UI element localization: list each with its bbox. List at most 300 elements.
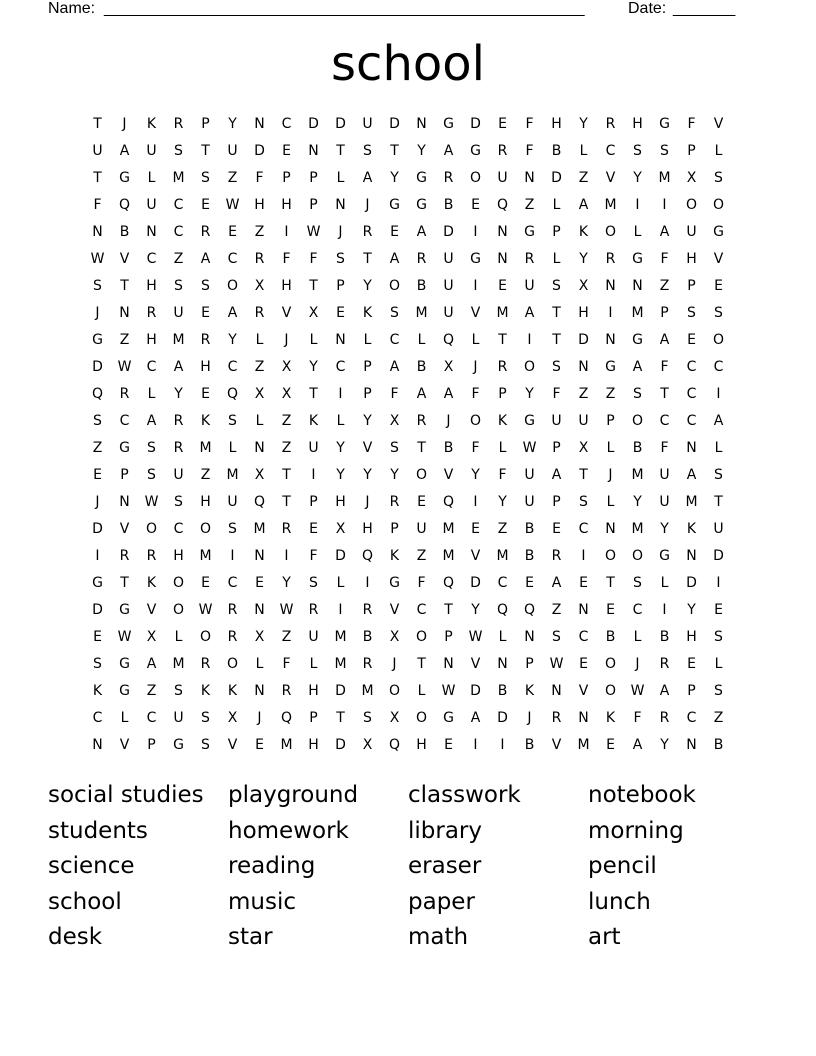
grid-cell: S (174, 278, 183, 294)
grid-cell: H (200, 359, 211, 375)
grid-cell: G (443, 116, 454, 132)
grid-cell: A (551, 467, 562, 483)
grid-cell: N (119, 494, 130, 510)
grid-cell: D (551, 170, 562, 186)
grid-cell: Y (228, 116, 237, 132)
grid-cell: S (363, 710, 372, 726)
grid-cell: S (336, 251, 345, 267)
grid-cell: Y (471, 467, 480, 483)
grid-cell: Y (525, 386, 534, 402)
grid-cell: S (390, 440, 399, 456)
grid-cell: X (443, 359, 454, 375)
grid-cell: S (714, 683, 723, 699)
grid-cell: O (631, 548, 644, 564)
grid-cell: P (390, 521, 399, 537)
grid-cell: I (338, 386, 343, 402)
grid-cell: V (362, 440, 373, 456)
grid-cell: D (713, 548, 724, 564)
grid-cell: N (605, 278, 616, 294)
grid-cell: N (578, 602, 589, 618)
grid-cell: E (471, 197, 480, 213)
grid-cell: Q (442, 494, 455, 510)
grid-cell: R (524, 251, 535, 267)
grid-cell: J (95, 305, 100, 321)
grid-cell: U (659, 494, 670, 510)
grid-cell: Q (496, 197, 509, 213)
grid-cell: J (608, 467, 613, 483)
grid-cell: T (390, 143, 399, 159)
grid-cell: K (605, 710, 616, 726)
grid-cell: F (660, 440, 669, 456)
grid-cell: R (281, 521, 292, 537)
grid-cell: M (442, 521, 455, 537)
grid-cell: Q (496, 602, 509, 618)
grid-cell: O (604, 224, 617, 240)
grid-cell: O (199, 629, 212, 645)
grid-cell: G (416, 197, 427, 213)
grid-cell: R (173, 116, 184, 132)
grid-cell: D (92, 521, 103, 537)
grid-cell: F (390, 386, 399, 402)
grid-cell: Y (309, 359, 318, 375)
grid-cell: R (659, 710, 670, 726)
grid-cell: L (498, 440, 507, 456)
grid-cell: J (392, 656, 397, 672)
grid-cell: R (659, 656, 670, 672)
grid-cell: R (416, 251, 427, 267)
grid-cell: M (415, 305, 428, 321)
grid-cell: M (631, 305, 644, 321)
grid-cell: L (606, 494, 615, 510)
grid-cell: V (227, 737, 238, 753)
grid-cell: S (201, 737, 210, 753)
grid-cell: T (363, 251, 372, 267)
grid-cell: H (146, 278, 157, 294)
grid-cell: W (117, 359, 132, 375)
grid-cell: Y (471, 602, 480, 618)
grid-cell: O (199, 521, 212, 537)
grid-cell: W (306, 224, 321, 240)
grid-cell: Q (226, 386, 239, 402)
grid-cell: J (257, 710, 262, 726)
grid-cell: F (633, 710, 642, 726)
grid-cell: E (336, 305, 345, 321)
grid-cell: M (631, 467, 644, 483)
grid-cell: P (363, 359, 372, 375)
grid-cell: N (524, 170, 535, 186)
grid-cell: I (716, 386, 721, 402)
grid-cell: Z (254, 359, 265, 375)
grid-cell: V (713, 251, 724, 267)
word-list-item: library (408, 817, 482, 844)
header (48, 0, 768, 18)
grid-cell: A (119, 143, 130, 159)
grid-cell: C (416, 602, 427, 618)
grid-cell: W (549, 656, 564, 672)
grid-cell: S (714, 170, 723, 186)
grid-cell: S (201, 710, 210, 726)
grid-cell: M (631, 521, 644, 537)
grid-cell: I (473, 224, 478, 240)
grid-cell: M (442, 548, 455, 564)
grid-cell: W (144, 494, 159, 510)
grid-cell: N (605, 521, 616, 537)
grid-cell: N (497, 224, 508, 240)
grid-cell: A (713, 413, 724, 429)
grid-cell: P (552, 224, 561, 240)
grid-cell: O (415, 629, 428, 645)
grid-cell: C (281, 116, 292, 132)
grid-cell: X (254, 386, 265, 402)
grid-cell: R (389, 494, 400, 510)
grid-cell: N (686, 548, 697, 564)
grid-cell: M (172, 656, 185, 672)
grid-cell: H (173, 548, 184, 564)
grid-cell: C (173, 521, 184, 537)
grid-cell: R (605, 116, 616, 132)
grid-cell: Y (633, 170, 642, 186)
grid-cell: H (632, 116, 643, 132)
grid-cell: J (338, 224, 343, 240)
grid-cell: N (578, 710, 589, 726)
word-list-item: lunch (588, 888, 651, 915)
grid-cell: U (659, 467, 670, 483)
grid-cell: R (146, 305, 157, 321)
word-list-item: eraser (408, 853, 482, 879)
grid-cell: U (578, 413, 589, 429)
grid-cell: F (660, 251, 669, 267)
grid-cell: J (122, 116, 127, 132)
grid-cell: K (227, 683, 238, 699)
grid-cell: E (282, 143, 291, 159)
grid-cell: H (416, 737, 427, 753)
grid-cell: E (93, 467, 102, 483)
grid-cell: I (473, 737, 478, 753)
grid-cell: L (714, 440, 723, 456)
grid-cell: Y (336, 440, 345, 456)
grid-cell: O (415, 710, 428, 726)
grid-cell: O (631, 413, 644, 429)
grid-cell: Q (361, 548, 374, 564)
grid-cell: F (93, 197, 102, 213)
grid-cell: W (117, 629, 132, 645)
grid-cell: G (713, 224, 724, 240)
grid-cell: C (686, 413, 697, 429)
grid-cell: Z (416, 548, 427, 564)
grid-cell: E (714, 602, 723, 618)
grid-cell: O (685, 197, 698, 213)
grid-cell: M (658, 170, 671, 186)
grid-cell: L (255, 413, 264, 429)
grid-cell: P (120, 467, 129, 483)
grid-cell: Q (118, 197, 131, 213)
grid-cell: M (199, 548, 212, 564)
grid-cell: U (524, 278, 535, 294)
grid-cell: I (581, 548, 586, 564)
grid-cell: A (389, 251, 400, 267)
grid-cell: A (443, 386, 454, 402)
grid-cell: P (687, 278, 696, 294)
grid-cell: N (686, 737, 697, 753)
grid-cell: I (338, 602, 343, 618)
grid-cell: G (632, 332, 643, 348)
grid-cell: T (309, 386, 318, 402)
grid-cell: L (255, 656, 264, 672)
grid-cell: U (173, 710, 184, 726)
grid-cell: C (173, 197, 184, 213)
grid-cell: R (173, 413, 184, 429)
grid-cell: J (473, 359, 478, 375)
grid-cell: N (578, 359, 589, 375)
grid-cell: E (93, 629, 102, 645)
grid-cell: S (552, 359, 561, 375)
grid-cell: Y (363, 413, 372, 429)
grid-cell: K (389, 548, 400, 564)
grid-cell: N (497, 656, 508, 672)
grid-cell: O (145, 521, 158, 537)
grid-cell: F (417, 575, 426, 591)
grid-cell: B (119, 224, 130, 240)
grid-cell: G (659, 116, 670, 132)
grid-cell: K (308, 413, 319, 429)
grid-cell: G (173, 737, 184, 753)
grid-cell: L (498, 629, 507, 645)
grid-cell: V (470, 656, 481, 672)
grid-cell: M (226, 467, 239, 483)
grid-cell: D (335, 548, 346, 564)
grid-cell: O (388, 683, 401, 699)
grid-cell: P (660, 305, 669, 321)
grid-cell: A (443, 143, 454, 159)
grid-cell: F (471, 440, 480, 456)
grid-cell: B (362, 629, 373, 645)
grid-cell: F (525, 143, 534, 159)
grid-cell: R (200, 332, 211, 348)
grid-cell: A (686, 467, 697, 483)
grid-cell: G (119, 602, 130, 618)
grid-cell: E (201, 386, 210, 402)
grid-cell: H (362, 521, 373, 537)
grid-cell: T (498, 332, 507, 348)
grid-cell: L (714, 656, 723, 672)
grid-cell: G (119, 656, 130, 672)
grid-cell: N (119, 305, 130, 321)
grid-cell: K (524, 683, 535, 699)
grid-cell: M (334, 629, 347, 645)
grid-cell: S (228, 521, 237, 537)
grid-cell: U (146, 143, 157, 159)
grid-cell: A (632, 359, 643, 375)
grid-cell: N (92, 224, 103, 240)
grid-cell: I (230, 548, 235, 564)
grid-cell: X (686, 170, 697, 186)
grid-cell: L (633, 224, 642, 240)
word-list-item: pencil (588, 853, 657, 879)
grid-cell: P (309, 494, 318, 510)
grid-cell: D (92, 359, 103, 375)
grid-cell: K (146, 116, 157, 132)
grid-cell: K (362, 305, 373, 321)
letter-grid (84, 114, 734, 762)
grid-cell: A (146, 413, 157, 429)
grid-cell: H (254, 197, 265, 213)
grid-cell: P (444, 629, 453, 645)
grid-cell: E (687, 332, 696, 348)
grid-cell: N (254, 116, 265, 132)
grid-cell: V (389, 602, 400, 618)
grid-cell: R (551, 710, 562, 726)
grid-cell: R (200, 224, 211, 240)
grid-cell: Z (605, 386, 616, 402)
grid-cell: U (173, 467, 184, 483)
grid-cell: B (632, 440, 643, 456)
grid-cell: N (632, 278, 643, 294)
grid-cell: S (687, 305, 696, 321)
word-list-item: music (228, 888, 297, 915)
grid-cell: E (579, 575, 588, 591)
grid-cell: X (389, 413, 400, 429)
grid-cell: X (254, 629, 265, 645)
grid-cell: Y (633, 494, 642, 510)
grid-cell: M (361, 683, 374, 699)
word-list-item: playground (228, 782, 359, 808)
grid-cell: T (606, 575, 615, 591)
grid-cell: S (714, 305, 723, 321)
grid-cell: R (227, 629, 238, 645)
grid-cell: F (498, 467, 507, 483)
grid-cell: R (254, 305, 265, 321)
grid-cell: R (200, 656, 211, 672)
grid-cell: A (632, 737, 643, 753)
grid-cell: N (551, 683, 562, 699)
grid-cell: J (365, 494, 370, 510)
grid-cell: B (551, 143, 562, 159)
grid-cell: C (119, 413, 130, 429)
grid-cell: K (497, 413, 508, 429)
grid-cell: X (362, 737, 373, 753)
grid-cell: S (633, 575, 642, 591)
grid-cell: X (335, 521, 346, 537)
grid-cell: V (551, 737, 562, 753)
grid-cell: G (470, 251, 481, 267)
grid-cell: R (308, 602, 319, 618)
grid-cell: D (335, 737, 346, 753)
grid-cell: I (284, 224, 289, 240)
grid-cell: L (228, 440, 237, 456)
grid-cell: A (389, 359, 400, 375)
grid-cell: P (336, 278, 345, 294)
grid-cell: B (524, 737, 535, 753)
grid-cell: E (309, 521, 318, 537)
grid-cell: T (552, 332, 561, 348)
grid-cell: T (417, 656, 426, 672)
grid-cell: V (578, 683, 589, 699)
grid-cell: N (524, 629, 535, 645)
grid-cell: C (686, 359, 697, 375)
grid-cell: P (363, 386, 372, 402)
grid-cell: G (119, 170, 130, 186)
grid-cell: L (579, 143, 588, 159)
grid-cell: M (496, 548, 509, 564)
grid-cell: E (201, 305, 210, 321)
grid-cell: K (578, 224, 589, 240)
grid-cell: O (604, 683, 617, 699)
grid-cell: X (281, 359, 292, 375)
grid-cell: O (172, 575, 185, 591)
grid-cell: A (173, 359, 184, 375)
grid-cell: O (469, 170, 482, 186)
grid-cell: L (174, 629, 183, 645)
grid-cell: E (255, 575, 264, 591)
grid-cell: U (92, 143, 103, 159)
grid-cell: J (635, 656, 640, 672)
grid-cell: D (470, 683, 481, 699)
word-list-item: art (588, 924, 621, 950)
grid-cell: P (147, 737, 156, 753)
grid-cell: R (551, 548, 562, 564)
grid-cell: E (714, 278, 723, 294)
grid-cell: M (685, 494, 698, 510)
grid-cell: N (254, 440, 265, 456)
grid-cell: Z (281, 440, 292, 456)
grid-cell: L (309, 656, 318, 672)
grid-cell: G (524, 413, 535, 429)
grid-cell: T (552, 305, 561, 321)
grid-cell: I (527, 332, 532, 348)
grid-cell: I (284, 548, 289, 564)
grid-cell: W (225, 197, 240, 213)
grid-cell: E (606, 737, 615, 753)
grid-cell: C (659, 413, 670, 429)
grid-cell: D (254, 143, 265, 159)
grid-cell: V (119, 521, 130, 537)
grid-cell: P (687, 683, 696, 699)
grid-cell: G (92, 332, 103, 348)
grid-cell: T (714, 494, 723, 510)
grid-cell: C (686, 710, 697, 726)
grid-cell: M (334, 656, 347, 672)
grid-cell: S (228, 413, 237, 429)
grid-cell: H (200, 494, 211, 510)
grid-cell: R (416, 413, 427, 429)
grid-cell: W (90, 251, 105, 267)
grid-cell: L (309, 332, 318, 348)
grid-cell: R (281, 683, 292, 699)
grid-cell: N (443, 656, 454, 672)
grid-cell: L (417, 683, 426, 699)
grid-cell: U (173, 305, 184, 321)
grid-cell: V (605, 170, 616, 186)
grid-cell: E (687, 656, 696, 672)
grid-cell: C (146, 710, 157, 726)
grid-cell: Y (363, 278, 372, 294)
grid-cell: C (146, 251, 157, 267)
grid-cell: X (281, 386, 292, 402)
grid-cell: Z (524, 197, 535, 213)
grid-cell: C (497, 575, 508, 591)
grid-cell: H (146, 332, 157, 348)
grid-cell: I (662, 602, 667, 618)
grid-cell: X (254, 278, 265, 294)
grid-cell: P (309, 197, 318, 213)
word-list-item: paper (408, 888, 475, 915)
grid-cell: V (470, 548, 481, 564)
grid-cell: U (146, 197, 157, 213)
grid-cell: C (92, 710, 103, 726)
name-line: ______________________________________________________ (104, 0, 585, 17)
grid-cell: S (552, 629, 561, 645)
grid-cell: Z (92, 440, 103, 456)
